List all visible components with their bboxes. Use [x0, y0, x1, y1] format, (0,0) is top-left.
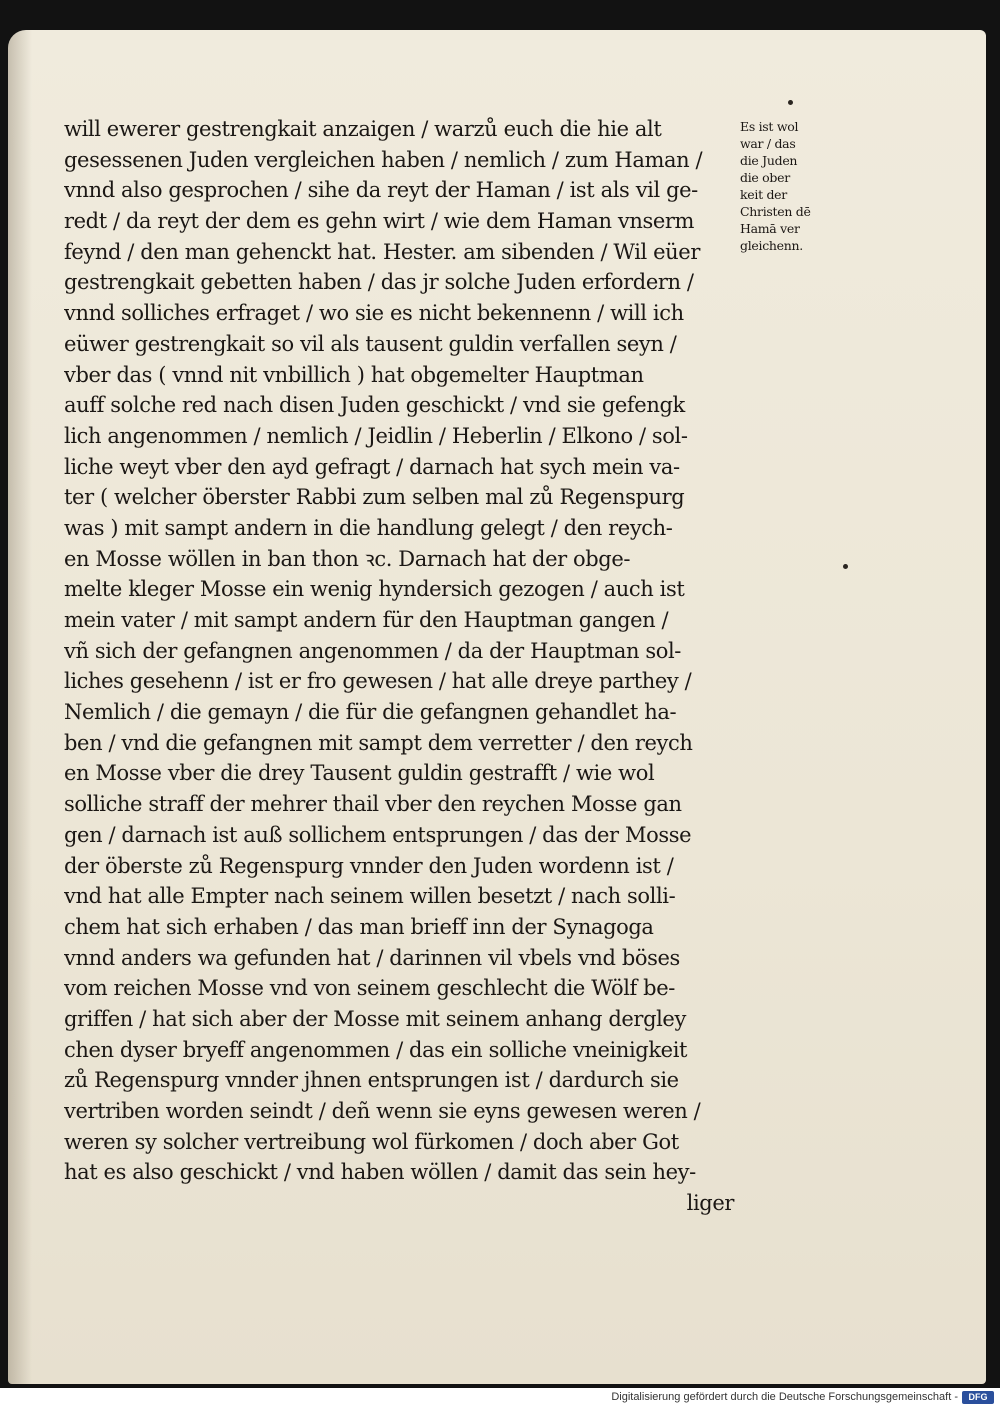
- text-line: vnnd solliches erfraget / wo sie es nicht bekennenn / will ich: [64, 301, 684, 326]
- text-line: vñ sich der gefangnen angenommen / da der Hauptman sol-: [64, 638, 682, 663]
- text-line: liche weyt vber den ayd gefragt / darnach hat sych mein va-: [64, 454, 680, 479]
- text-line: chen dyser bryeff angenommen / das ein solliche vneinigkeit: [64, 1037, 688, 1062]
- page-edge-shadow: [8, 30, 32, 1384]
- text-line: melte kleger Mosse ein wenig hyndersich gezogen / auch ist: [64, 577, 685, 602]
- footer-bar: [0, 1388, 1000, 1408]
- marginal-note-line: Hamā ver: [740, 221, 800, 236]
- marginal-note: [740, 118, 830, 254]
- text-line: vom reichen Mosse vnd von seinem geschlecht die Wölf be-: [64, 976, 675, 1001]
- text-line: en Mosse wöllen in ban thon ꝛc. Darnach hat der obge-: [64, 546, 631, 571]
- text-line: vber das ( vnnd nit vnbillich ) hat obgemelter Hauptman: [64, 362, 644, 387]
- text-line: chem hat sich erhaben / das man brieff inn der Synagoga: [64, 914, 654, 939]
- main-text-column: [64, 114, 740, 1219]
- text-line: vnnd anders wa gefunden hat / darinnen vil vbels vnd böses: [64, 945, 680, 970]
- marginal-note-line: war / das: [740, 136, 796, 151]
- marginal-note-line: die Juden: [740, 153, 798, 168]
- text-line: en Mosse vber die drey Tausent guldin gestrafft / wie wol: [64, 761, 655, 786]
- funding-credit: Digitalisierung gefördert durch die Deutsche Forschungsgemeinschaft -: [611, 1391, 958, 1403]
- marginal-note-line: Christen dē: [740, 204, 811, 219]
- text-line: will ewerer gestrengkait anzaigen / warzů euch die hie alt: [64, 117, 662, 141]
- text-line: eüwer gestrengkait so vil als tausent guldin verfallen seyn /: [64, 331, 677, 356]
- text-line: Nemlich / die gemayn / die für die gefangnen gehandlet ha-: [64, 700, 677, 725]
- text-line: vertriben worden seindt / deñ wenn sie eyns gewesen weren /: [64, 1099, 701, 1123]
- marginal-note-line: keit der: [740, 187, 787, 202]
- marginal-note-line: Es ist wol: [740, 119, 799, 134]
- text-line: gesessenen Juden vergleichen haben / nemlich / zum Haman /: [64, 147, 703, 172]
- margin-mark: [788, 100, 793, 105]
- text-line: ter ( welcher öberster Rabbi zum selben mal zů Regenspurg: [64, 485, 685, 510]
- text-line: lich angenommen / nemlich / Jeidlin / Heberlin / Elkono / sol-: [64, 423, 688, 448]
- text-line: redt / da reyt der dem es gehn wirt / wie dem Haman vnserm: [64, 209, 695, 234]
- text-line: ben / vnd die gefangnen mit sampt dem verretter / den reych: [64, 730, 693, 755]
- text-line: was ) mit sampt andern in die handlung gelegt / den reych-: [64, 515, 673, 540]
- text-line: vnd hat alle Empter nach seinem willen besetzt / nach solli-: [64, 884, 676, 909]
- text-line: mein vater / mit sampt andern für den Hauptman gangen /: [64, 608, 669, 632]
- marginal-note-line: gleichenn.: [740, 238, 803, 253]
- text-line: griffen / hat sich aber der Mosse mit seinem anhang dergley: [64, 1006, 686, 1031]
- text-line: weren sy solcher vertreibung wol fürkomen / doch aber Got: [64, 1129, 679, 1154]
- text-line: liger: [686, 1191, 734, 1216]
- text-line: hat es also geschickt / vnd haben wöllen / damit das sein hey-: [64, 1160, 696, 1185]
- text-line: gen / darnach ist auß sollichem entsprungen / das der Mosse: [64, 822, 692, 847]
- text-line: der öberste zů Regenspurg vnnder den Juden wordenn ist /: [64, 853, 674, 878]
- text-line: feynd / den man gehenckt hat. Hester. am sibenden / Wil eüer: [64, 239, 700, 264]
- margin-mark: [843, 564, 848, 569]
- marginal-note-line: die ober: [740, 170, 790, 185]
- text-line: liches gesehenn / ist er fro gewesen / hat alle dreye parthey /: [64, 669, 692, 694]
- text-line: vnnd also gesprochen / sihe da reyt der Haman / ist als vil ge-: [64, 178, 698, 203]
- text-line: auff solche red nach disen Juden geschickt / vnd sie gefengk: [64, 393, 685, 418]
- text-line: gestrengkait gebetten haben / das jr solche Juden erfordern /: [64, 270, 694, 295]
- text-line: solliche straff der mehrer thail vber den reychen Mosse gan: [64, 792, 682, 817]
- text-line: zů Regenspurg vnnder jhnen entsprungen ist / dardurch sie: [64, 1068, 679, 1093]
- dfg-logo-icon[interactable]: DFG: [962, 1391, 994, 1404]
